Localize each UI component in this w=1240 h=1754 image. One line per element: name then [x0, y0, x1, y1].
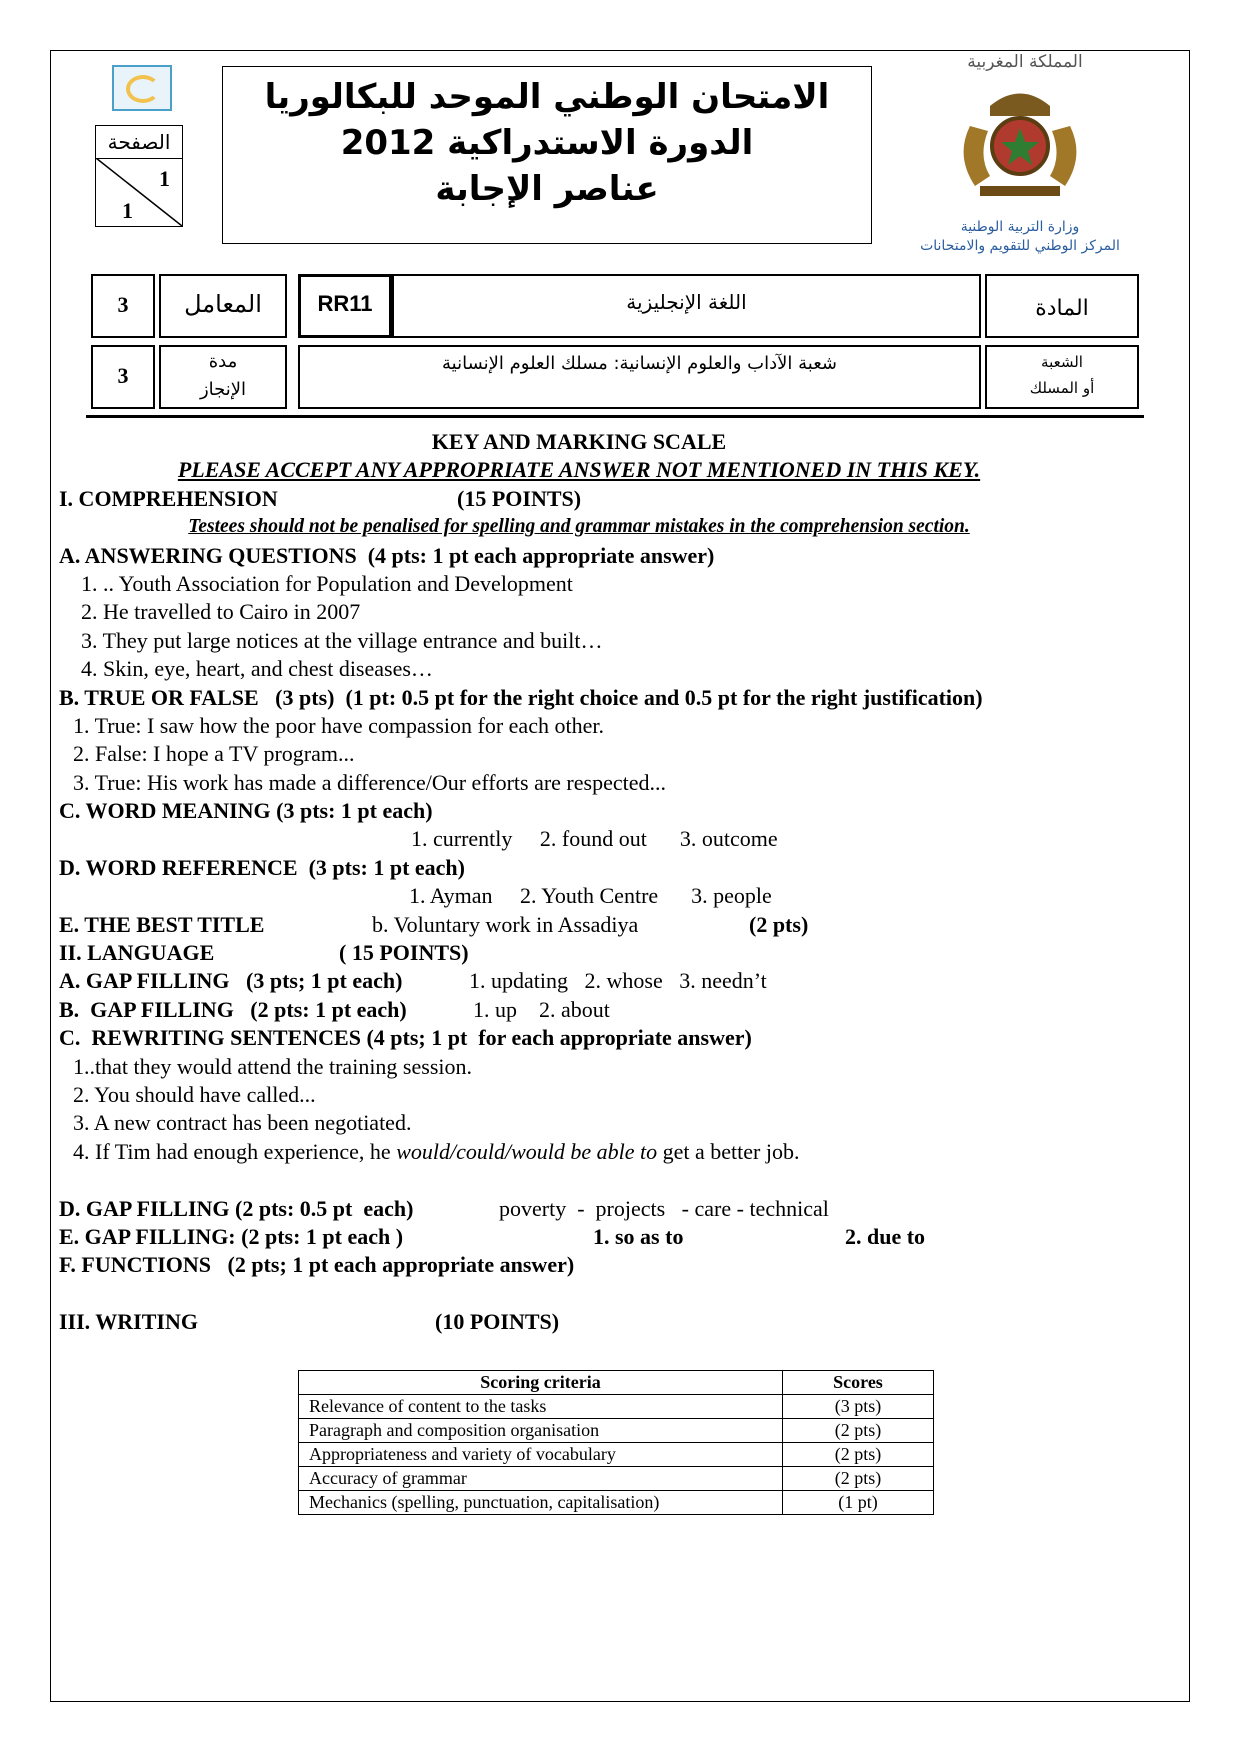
key-heading: KEY AND MARKING SCALE: [431, 429, 727, 454]
table-row: [299, 1491, 934, 1515]
ministry-label: وزارة التربية الوطنية: [960, 219, 1080, 235]
section-writing: [59, 1308, 1159, 1336]
exam-title: الامتحان الوطني الموحد للبكالوريا: [264, 77, 830, 117]
comprehension-note: Testees should not be penalised for spelling and grammar mistakes in the comprehension section.: [188, 516, 970, 538]
part-b-answer-1: 1. True: I saw how the poor have compassion for each other.: [73, 712, 604, 738]
branch-label-1: الشعبة: [1041, 353, 1083, 371]
section-2-title: II. LANGUAGE: [59, 940, 215, 966]
part-b-answer-3: 3. True: His work has made a difference/Our efforts are respected...: [73, 769, 666, 795]
criterion-cell: Appropriateness and variety of vocabulary: [299, 1443, 783, 1467]
coefficient-value: 3: [117, 292, 129, 317]
language-e-title: E. GAP FILLING: (2 pts: 1 pt each ): [59, 1223, 404, 1249]
section-1-points: (15 POINTS): [457, 485, 582, 511]
ministry-name: [895, 218, 1145, 256]
duration-label-2: الإنجاز: [199, 379, 247, 400]
language-e-answer-2: 2. due to: [845, 1223, 926, 1249]
part-a-answer-3: 3. They put large notices at the village entrance and built…: [81, 627, 603, 653]
branch-label-cell: [985, 345, 1139, 409]
section-1-title: I. COMPREHENSION: [59, 485, 278, 511]
page-total: 1: [122, 198, 133, 223]
blank-line-2: [59, 1280, 1159, 1308]
duration-value-cell: [91, 345, 155, 409]
part-a-answer-2: 2. He travelled to Cairo in 2007: [81, 599, 361, 625]
language-b-title: B. GAP FILLING (2 pts: 1 pt each): [59, 996, 407, 1022]
part-e-answer: b. Voluntary work in Assadiya: [372, 911, 639, 937]
subject-code: RR11: [317, 291, 373, 316]
table-row: [299, 1443, 934, 1467]
duration-label-cell: [159, 345, 287, 409]
criterion-cell: Accuracy of grammar: [299, 1467, 783, 1491]
evaluation-center-label: المركز الوطني للتقويم والامتحانات: [920, 238, 1120, 254]
scoring-header-row: [299, 1371, 934, 1395]
language-b-answers: 1. up 2. about: [473, 996, 610, 1022]
score-cell: (2 pts): [783, 1467, 934, 1491]
language-e-answer-1: 1. so as to: [593, 1223, 684, 1249]
language-d-answers: poverty - projects - care - technical: [499, 1195, 829, 1221]
table-row: [299, 1419, 934, 1443]
scores-header: Scores: [783, 1371, 934, 1395]
part-d-title: D. WORD REFERENCE (3 pts: 1 pt each): [59, 854, 465, 880]
part-c-title: C. WORD MEANING (3 pts: 1 pt each): [59, 798, 433, 824]
duration-value: 3: [117, 363, 129, 388]
coefficient-label: المعامل: [184, 290, 262, 318]
section-2-points: ( 15 POINTS): [339, 940, 469, 966]
section-3-points: (10 POINTS): [435, 1309, 560, 1335]
language-c-answer-4-modal: would/could/would be able to: [396, 1138, 658, 1164]
part-d-answers: 1. Ayman 2. Youth Centre 3. people: [409, 883, 772, 909]
scoring-table: [298, 1370, 934, 1515]
criteria-header: Scoring criteria: [299, 1371, 783, 1395]
language-d-title: D. GAP FILLING (2 pts: 0.5 pt each): [59, 1195, 414, 1221]
answer-key-content: [59, 428, 1159, 1337]
exam-title-box: [222, 66, 872, 244]
language-a-answers: 1. updating 2. whose 3. needn’t: [469, 968, 767, 994]
section-3-title: III. WRITING: [59, 1309, 198, 1335]
subject-value: اللغة الإنجليزية: [626, 290, 747, 314]
part-e-points: (2 pts): [749, 911, 809, 937]
subject-value-cell: [392, 274, 981, 338]
branch-value: شعبة الآداب والعلوم الإنسانية: مسلك العلوم الإنسانية: [442, 353, 837, 374]
language-f-title: F. FUNCTIONS (2 pts; 1 pt each appropriate answer): [59, 1252, 575, 1278]
part-a-answer-1: 1. .. Youth Association for Population and Development: [81, 570, 573, 596]
criterion-cell: Paragraph and composition organisation: [299, 1419, 783, 1443]
part-c-answers: 1. currently 2. found out 3. outcome: [411, 826, 778, 852]
language-e-row: [59, 1223, 1159, 1251]
duration-label-1: مدة: [208, 351, 238, 372]
language-c-answer-4: [59, 1138, 1159, 1166]
language-b-row: [59, 996, 1159, 1024]
part-b-title: B. TRUE OR FALSE (3 pts) (1 pt: 0.5 pt for the right choice and 0.5 pt for the right justification): [59, 684, 983, 710]
exam-center-logo: [112, 65, 172, 111]
coat-of-arms-icon: [950, 86, 1090, 206]
score-cell: (2 pts): [783, 1419, 934, 1443]
score-cell: (3 pts): [783, 1395, 934, 1419]
subject-label: المادة: [1035, 296, 1089, 321]
part-b-answer-2: 2. False: I hope a TV program...: [73, 741, 355, 767]
language-c-answer-4-post: get a better job.: [657, 1138, 800, 1164]
exam-session: الدورة الاستدراكية 2012: [340, 123, 754, 163]
section-comprehension: [59, 485, 1159, 513]
language-c-answer-1: 1..that they would attend the training session.: [73, 1053, 472, 1079]
table-row: [299, 1395, 934, 1419]
subject-code-cell: [298, 274, 392, 338]
part-a-answer-4: 4. Skin, eye, heart, and chest diseases…: [81, 656, 433, 682]
answer-key-title: عناصر الإجابة: [435, 169, 659, 209]
part-a-title: A. ANSWERING QUESTIONS (4 pts: 1 pt each appropriate answer): [59, 542, 715, 568]
coefficient-label-cell: [159, 274, 287, 338]
section-language: [59, 939, 1159, 967]
language-c-title: C. REWRITING SENTENCES (4 pts; 1 pt for each appropriate answer): [59, 1025, 752, 1051]
part-e-title: E. THE BEST TITLE: [59, 911, 265, 937]
language-a-row: [59, 967, 1159, 995]
kingdom-name: المملكة المغربية: [967, 52, 1083, 72]
language-c-answer-3: 3. A new contract has been negotiated.: [73, 1110, 412, 1136]
language-a-title: A. GAP FILLING (3 pts; 1 pt each): [59, 968, 403, 994]
subject-label-cell: [985, 274, 1139, 338]
coefficient-value-cell: [91, 274, 155, 338]
page-current: 1: [159, 166, 170, 191]
key-notice: PLEASE ACCEPT ANY APPROPRIATE ANSWER NOT MENTIONED IN THIS KEY.: [177, 457, 981, 483]
blank-line: [59, 1166, 1159, 1194]
criterion-cell: Mechanics (spelling, punctuation, capitalisation): [299, 1491, 783, 1515]
table-row: [299, 1467, 934, 1491]
criterion-cell: Relevance of content to the tasks: [299, 1395, 783, 1419]
language-c-answer-2: 2. You should have called...: [73, 1081, 316, 1107]
language-d-row: [59, 1195, 1159, 1223]
branch-value-cell: [298, 345, 981, 409]
page-number-box: [95, 125, 183, 227]
score-cell: (2 pts): [783, 1443, 934, 1467]
part-e-row: [59, 911, 1159, 939]
branch-label-2: أو المسلك: [1029, 379, 1095, 397]
language-c-answer-4-pre: 4. If Tim had enough experience, he: [73, 1138, 397, 1164]
header-divider: [86, 415, 1144, 418]
page-label: الصفحة: [96, 126, 182, 159]
score-cell: (1 pt): [783, 1491, 934, 1515]
